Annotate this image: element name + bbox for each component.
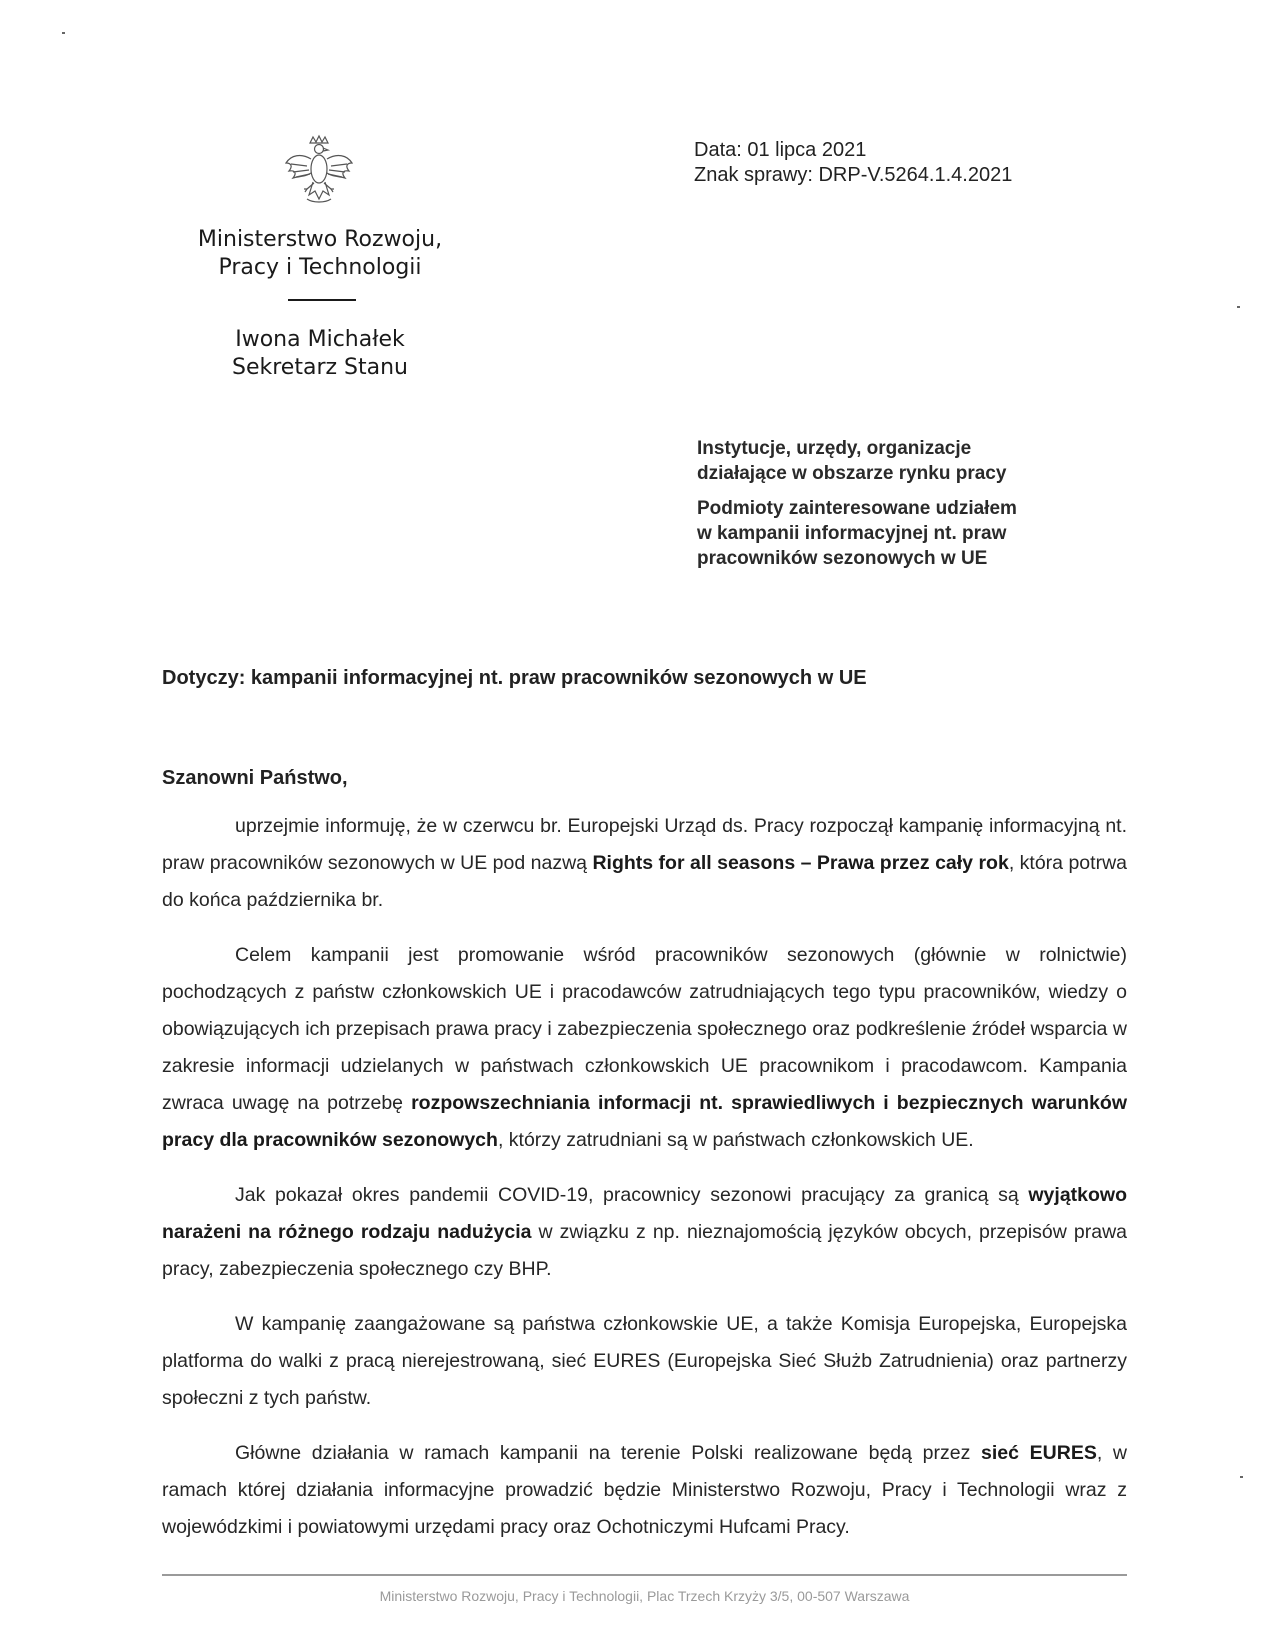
addressees (697, 436, 1137, 581)
body-paragraph (162, 1177, 1127, 1288)
paragraph-text: W kampanię zaangażowane są państwa członkowskie UE, a także Komisja Europejska, Europejska platforma do walki z pracą nierejestrowaną, sieć EURES (Europejska Sieć Służb Zatrudnienia) oraz partnerzy społeczni z tych państw. (162, 1313, 1127, 1409)
scan-speck (62, 32, 65, 34)
letter-subject: Dotyczy: kampanii informacyjnej nt. praw pracowników sezonowych w UE (162, 667, 867, 689)
emphasized-text: wyjątkowo narażeni na różnego rodzaju nadużycia (162, 1184, 1127, 1243)
letter-date: Data: 01 lipca 2021 (694, 139, 867, 161)
scan-speck (1237, 306, 1240, 308)
paragraph-text: Jak pokazał okres pandemii COVID-19, pracownicy sezonowi pracujący za granicą są (235, 1184, 1029, 1206)
addressee-line: w kampanii informacyjnej nt. praw (697, 523, 1007, 544)
addressee-line: Podmioty zainteresowane udziałem (697, 498, 1017, 519)
letter-body (162, 808, 1127, 1564)
salutation: Szanowni Państwo, (162, 767, 348, 789)
polish-eagle-emblem-icon (283, 133, 355, 211)
paragraph-text: w związku z np. nieznajomością języków obcych, przepisów prawa pracy, zabezpieczenia społecznego czy BHP. (162, 1221, 1127, 1280)
footer-address: Ministerstwo Rozwoju, Pracy i Technologii, Plac Trzech Krzyży 3/5, 00-507 Warszawa (379, 1588, 910, 1604)
body-paragraph (162, 1306, 1127, 1417)
letterhead-divider (288, 299, 356, 301)
paragraph-text: Celem kampanii jest promowanie wśród pracowników sezonowych (głównie w rolnictwie) pochodzących z państw członkowskich UE i pracodawców zatrudniających tego typu pracowników, wiedzy o obowiązujących ich przepisach prawa pracy i zabezpieczenia społecznego oraz podkreślenie źródeł wsparcia w zakresie informacji udzielanych w państwach członkowskich UE pracownikom i pracodawcom. Kampania zwraca uwagę na potrzebę (162, 944, 1127, 1114)
body-paragraph (162, 808, 1127, 919)
paragraph-text: Główne działania w ramach kampanii na terenie Polski realizowane będą przez (235, 1442, 982, 1464)
emphasized-text: rozpowszechniania informacji nt. sprawiedliwych i bezpiecznych warunków pracy dla pracowników sezonowych (162, 1092, 1127, 1151)
signatory-block (155, 326, 485, 382)
ministry-name (155, 226, 485, 282)
addressee-group (697, 436, 1137, 486)
signatory-title: Sekretarz Stanu (232, 355, 408, 380)
addressee-line: działające w obszarze rynku pracy (697, 463, 1007, 484)
ministry-name-line: Ministerstwo Rozwoju, (197, 227, 443, 252)
ministry-name-line: Pracy i Technologii (218, 255, 422, 280)
paragraph-text: uprzejmie informuję, że w czerwcu br. Europejski Urząd ds. Pracy rozpoczął kampanię informacyjną nt. praw pracowników sezonowych w UE pod nazwą (162, 815, 1127, 874)
addressee-line: pracowników sezonowych w UE (697, 548, 988, 569)
paragraph-text: , którzy zatrudniani są w państwach członkowskich UE. (497, 1129, 974, 1151)
paragraph-text: , w ramach której działania informacyjne prowadzić będzie Ministerstwo Rozwoju, Pracy i Technologii wraz z wojewódzkimi i powiatowymi urzędami pracy oraz Ochotniczymi Hufcami Pracy. (162, 1442, 1128, 1538)
emphasized-text: Rights for all seasons – Prawa przez cały rok (592, 852, 1009, 874)
addressee-group (697, 496, 1137, 571)
scan-speck (1240, 1476, 1243, 1478)
signatory-name: Iwona Michałek (235, 327, 405, 352)
body-paragraph (162, 937, 1127, 1159)
addressee-line: Instytucje, urzędy, organizacje (697, 438, 972, 459)
case-reference: Znak sprawy: DRP-V.5264.1.4.2021 (694, 164, 1013, 186)
letter-meta (694, 138, 1012, 188)
emphasized-text: sieć EURES (981, 1442, 1097, 1464)
paragraph-text: , która potrwa do końca października br. (162, 852, 1127, 911)
body-paragraph (162, 1435, 1127, 1546)
footer-divider (162, 1574, 1127, 1576)
